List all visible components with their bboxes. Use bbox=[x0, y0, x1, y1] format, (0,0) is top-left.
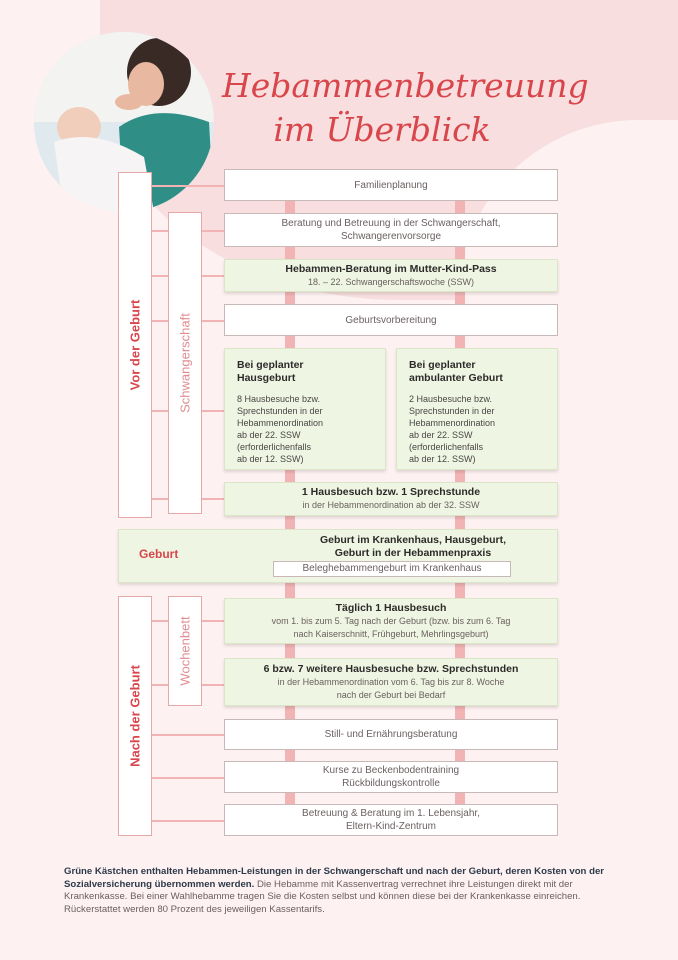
step-geburt bbox=[118, 529, 558, 583]
page-title bbox=[222, 64, 589, 152]
amb-line: 2 Hausbesuche bzw. bbox=[409, 394, 493, 404]
geburt-line-2: Geburt in der Hebammenpraxis bbox=[334, 547, 492, 559]
step-beratung bbox=[224, 213, 558, 247]
amb-line: ab der 12. SSW) bbox=[409, 454, 476, 464]
connector bbox=[152, 820, 224, 822]
haus-line: (erforderlichenfalls bbox=[237, 442, 312, 452]
amb-title-1: Bei geplanter bbox=[409, 359, 476, 371]
label-schwangerschaft: Schwangerschaft bbox=[177, 313, 193, 413]
geburt-line-1: Geburt im Krankenhaus, Hausgeburt, bbox=[319, 534, 507, 546]
panel-ambulant bbox=[396, 348, 558, 470]
amb-line: (erforderlichenfalls bbox=[409, 442, 484, 452]
step-taeglich bbox=[224, 598, 558, 644]
step-mutter-kind-pass bbox=[224, 259, 558, 292]
still-text: Still- und Ernährungsberatung bbox=[324, 729, 458, 740]
weitere-sub-1: in der Hebammenordination vom 6. Tag bis zur 8. Woche bbox=[277, 676, 505, 687]
taeglich-sub-1: vom 1. bis zum 5. Tag nach der Geburt (bzw. bis zum 6. Tag bbox=[271, 615, 511, 626]
label-vor-der-geburt: Vor der Geburt bbox=[127, 299, 143, 391]
haus-line: ab der 22. SSW bbox=[237, 430, 301, 440]
step-geburtsvorbereitung bbox=[224, 304, 558, 336]
beratung-line-1: Beratung und Betreuung in der Schwangerschaft, bbox=[281, 218, 501, 229]
einbesuch-sub: in der Hebammenordination ab der 32. SSW bbox=[302, 500, 480, 510]
haus-line: Hebammenordination bbox=[237, 418, 324, 428]
geburt-main bbox=[269, 534, 557, 560]
amb-line: Sprechstunden in der bbox=[409, 406, 495, 416]
haus-title-1: Bei geplanter bbox=[237, 359, 304, 371]
connector bbox=[152, 777, 224, 779]
betreuung-line-2: Eltern-Kind-Zentrum bbox=[345, 821, 437, 832]
side-nach-der-geburt bbox=[118, 596, 152, 836]
step-kurse bbox=[224, 761, 558, 793]
taeglich-title: Täglich 1 Hausbesuch bbox=[335, 601, 447, 614]
einbesuch-title: 1 Hausbesuch bzw. 1 Sprechstunde bbox=[301, 486, 481, 498]
panel-hausgeburt bbox=[224, 348, 386, 470]
side-schwangerschaft bbox=[168, 212, 202, 514]
amb-title-2: ambulanter Geburt bbox=[409, 372, 503, 384]
title-line-1: Hebammenbetreuung bbox=[222, 66, 589, 105]
label-nach-der-geburt: Nach der Geburt bbox=[127, 665, 143, 767]
connector bbox=[152, 185, 224, 187]
amb-line: Hebammenordination bbox=[409, 418, 496, 428]
side-wochenbett bbox=[168, 596, 202, 706]
beratung-line-2: Schwangerenvorsorge bbox=[340, 231, 442, 242]
footer-note bbox=[64, 866, 624, 916]
familienplanung-text: Familienplanung bbox=[354, 179, 428, 191]
haus-line: Sprechstunden in der bbox=[237, 406, 323, 416]
vorbereitung-text: Geburtsvorbereitung bbox=[345, 314, 437, 326]
mkp-title: Hebammen-Beratung im Mutter-Kind-Pass bbox=[285, 262, 497, 275]
haus-title-2: Hausgeburt bbox=[237, 372, 296, 384]
label-geburt: Geburt bbox=[139, 547, 179, 561]
step-betreuung bbox=[224, 804, 558, 836]
haus-line: ab der 12. SSW) bbox=[237, 454, 304, 464]
haus-line: 8 Hausbesuche bzw. bbox=[237, 394, 321, 404]
taeglich-sub-2: nach Kaiserschnitt, Frühgeburt, Mehrlingsgeburt) bbox=[293, 628, 489, 639]
label-wochenbett: Wochenbett bbox=[177, 616, 193, 686]
step-weitere-besuche bbox=[224, 658, 558, 706]
geburt-beleg: Beleghebammengeburt im Krankenhaus bbox=[273, 561, 511, 577]
footer-normal: Die Hebamme mit Kassenvertrag verrechnet ihre Leistungen direkt mit der Krankenkasse. Bei einer Wahlhebamme tragen Sie die Kosten selbst und können diese bei der Krankenkasse einreichen. Rückerstattet werden 80 Prozent des jeweiligen Kassentarifs. bbox=[64, 878, 581, 915]
kurse-line-2: Rückbildungskontrolle bbox=[342, 778, 440, 789]
footer-bold: Grüne Kästchen enthalten Hebammen-Leistungen in der Schwangerschaft und nach der Geburt, deren Kosten von der Sozialversicherung übernommen werden. bbox=[64, 866, 605, 890]
weitere-title: 6 bzw. 7 weitere Hausbesuche bzw. Sprechstunden bbox=[263, 662, 519, 675]
weitere-sub-2: nach der Geburt bei Bedarf bbox=[336, 689, 446, 700]
title-line-2: im Überblick bbox=[273, 110, 491, 149]
amb-line: ab der 22. SSW bbox=[409, 430, 473, 440]
step-stillberatung bbox=[224, 719, 558, 750]
kurse-line-1: Kurse zu Beckenbodentraining bbox=[322, 765, 460, 776]
step-ein-hausbesuch bbox=[224, 482, 558, 516]
mkp-sub: 18. – 22. Schwangerschaftswoche (SSW) bbox=[307, 276, 475, 287]
side-vor-der-geburt bbox=[118, 172, 152, 518]
betreuung-line-1: Betreuung & Beratung im 1. Lebensjahr, bbox=[302, 808, 480, 819]
step-familienplanung bbox=[224, 169, 558, 201]
connector bbox=[152, 734, 224, 736]
